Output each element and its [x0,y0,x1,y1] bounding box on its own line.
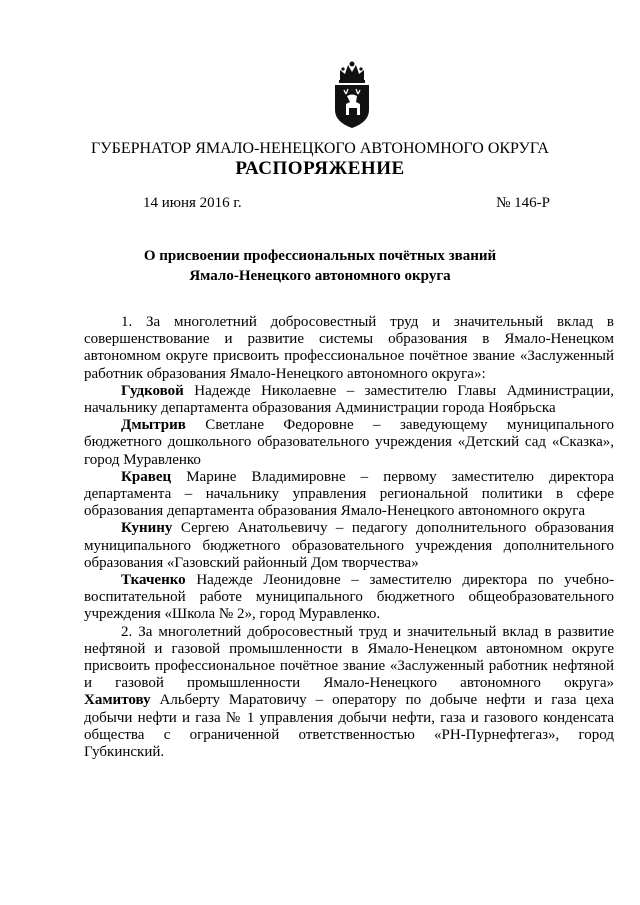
document-date: 14 июня 2016 г. [143,195,242,211]
awardee-4-details: Сергею Анатольевичу – педагогу дополнительного образования муниципального бюджетного образовательного учреждения дополнительного образования «Газовский районный Дом творчества» [84,520,614,571]
subject-line-2: Ямало-Ненецкого автономного округа [189,268,451,284]
awardee-1 [84,383,614,417]
awardee-3-surname: Кравец [121,468,172,485]
awardee-6-surname: Хамитову [84,692,151,709]
document-body [84,314,614,761]
awardee-3 [84,469,614,521]
awardee-4-surname: Кунину [121,520,173,537]
awardee-4 [84,520,614,572]
awardee-6-details: Альберту Маратовичу – оператору по добыче нефти и газа цеха добычи нефти и газа № 1 управления добычи нефти, газа и газового конденсата общества с ограниченной ответственностью «РН-Пурнефтегаз», город Губкинский. [84,692,614,761]
awardee-2-details: Светлане Федоровне – заведующему муниципального бюджетного дошкольного образовательного учреждения «Детский сад «Сказка», город Муравленко [84,417,614,468]
coat-of-arms-emblem [331,60,373,130]
document-type-title: РАСПОРЯЖЕНИЕ [235,158,405,179]
governor-heading: ГУБЕРНАТОР ЯМАЛО-НЕНЕЦКОГО АВТОНОМНОГО ОКРУГА [91,140,549,157]
awardee-1-surname: Гудковой [121,382,184,399]
awardee-3-details: Марине Владимировне – первому заместителю директора департамента – начальнику управления региональной политики в сфере образования департамента образования Ямало-Ненецкого автономного округа [84,468,614,520]
awardee-2 [84,417,614,469]
awardee-1-details: Надежде Николаевне – заместителю Главы Администрации, начальнику департамента образования Администрации города Ноябрьска [84,382,614,417]
awardee-5-surname: Ткаченко [121,572,186,589]
document-subject [0,246,640,286]
awardee-6 [84,692,614,761]
subject-line-1: О присвоении профессиональных почётных званий [143,248,497,264]
paragraph-1: 1. За многолетний добросовестный труд и значительный вклад в совершенствование и развитие системы образования в Ямало-Ненецком автономном округе присвоить профессиональное почётное звание «Заслуженный работник образования Ямало-Ненецкого автономного округа»: [84,314,614,382]
awardee-2-surname: Дмытрив [121,417,186,434]
awardee-5 [84,572,614,624]
awardee-5-details: Надежде Леонидовне – заместителю директора по учебно-воспитательной работе муниципального бюджетного общеобразовательного учреждения «Школа № 2», город Муравленко. [84,572,614,623]
paragraph-2: 2. За многолетний добросовестный труд и значительный вклад в развитие нефтяной и газовой промышленности в Ямало-Ненецком автономном округе присвоить профессиональное почётное звание «Заслуженный работник нефтяной и газовой промышленности Ямало-Ненецкого автономного округа» [84,623,614,692]
document-number: № 146-Р [496,195,550,211]
